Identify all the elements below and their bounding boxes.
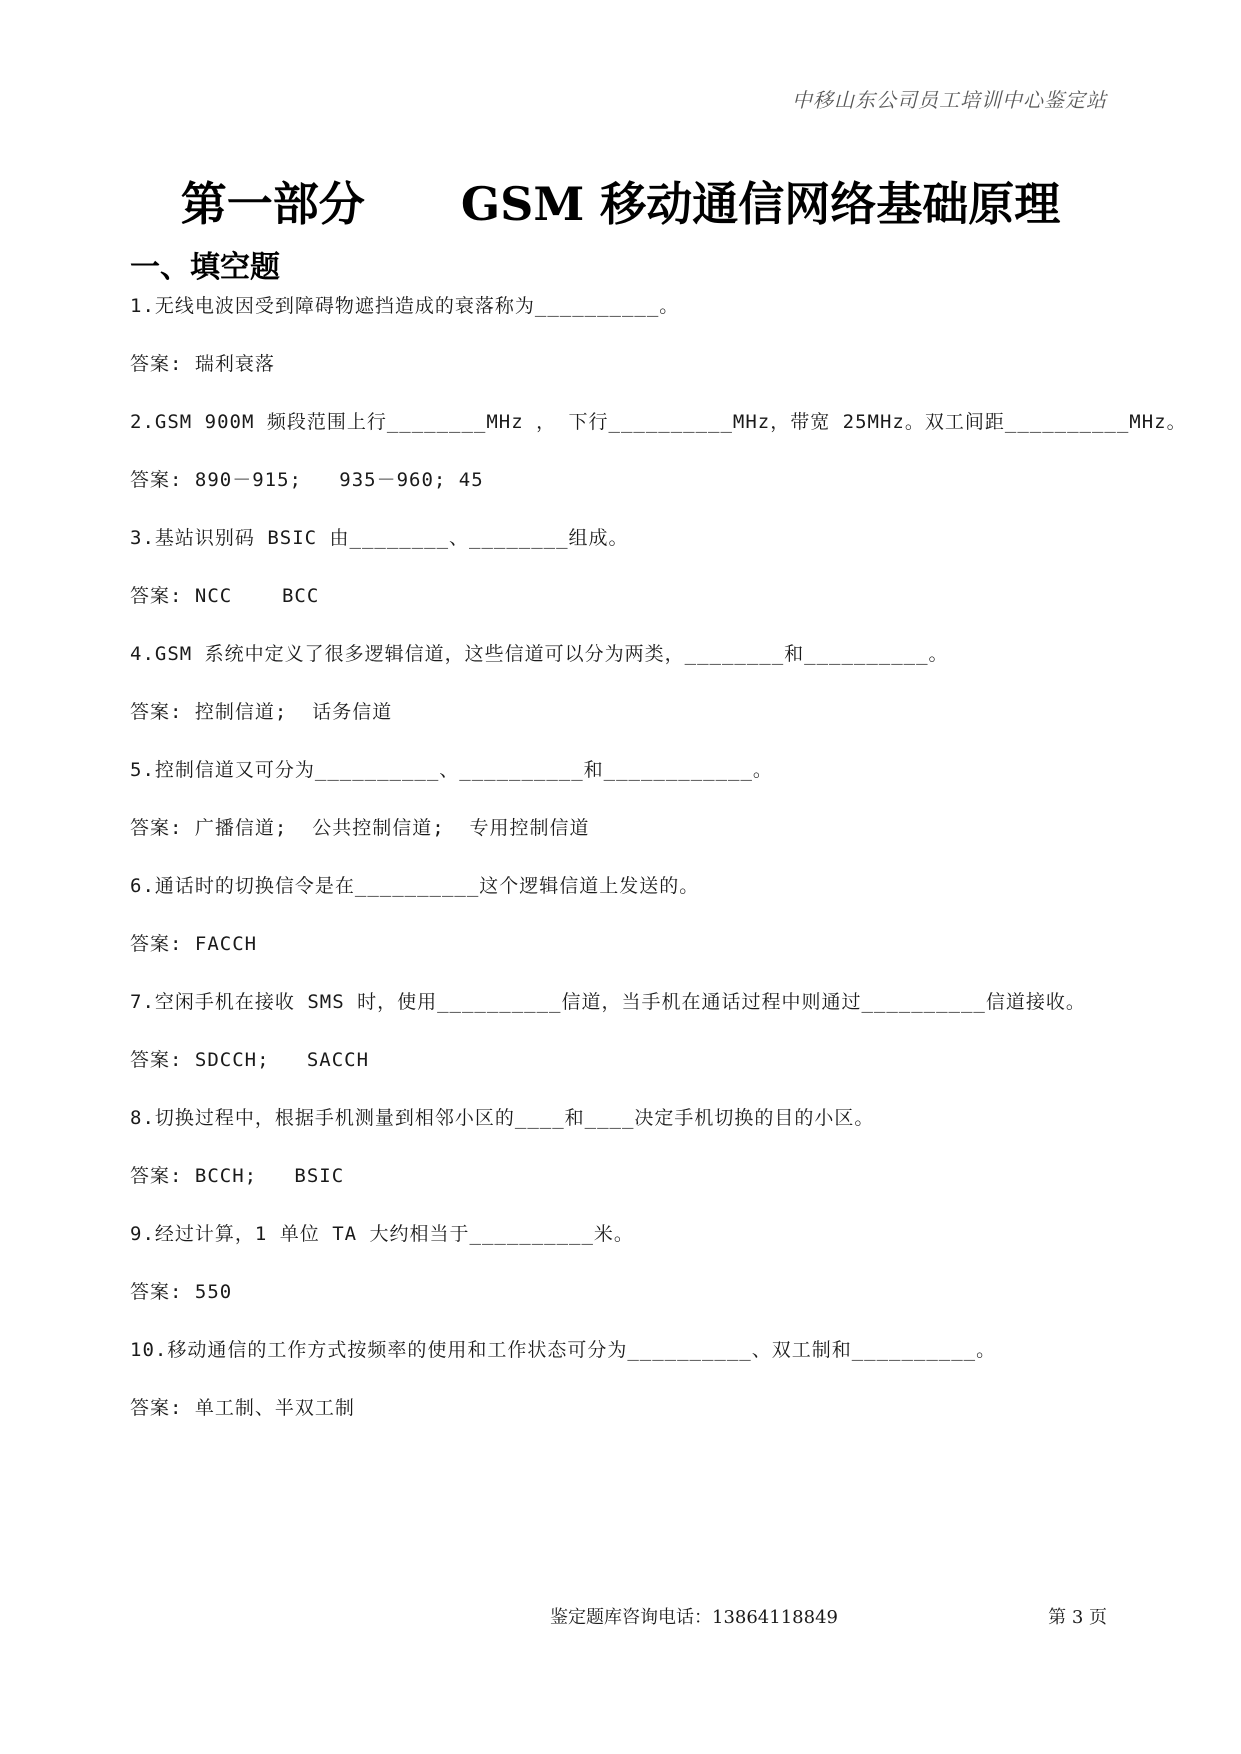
header-note: 中移山东公司员工培训中心鉴定站 xyxy=(792,88,1107,112)
question-4: 4.GSM 系统中定义了很多逻辑信道，这些信道可以分为两类，________和__________。 xyxy=(130,643,949,665)
question-9: 9.经过计算，1 单位 TA 大约相当于__________米。 xyxy=(130,1223,634,1245)
question-8: 8.切换过程中，根据手机测量到相邻小区的____和____决定手机切换的目的小区。 xyxy=(130,1107,875,1129)
answer-2: 答案: 890－915; 935－960; 45 xyxy=(130,469,484,491)
page-title: 第一部分 GSM 移动通信网络基础原理 xyxy=(180,177,1061,231)
answer-9: 答案: 550 xyxy=(130,1281,233,1303)
section-heading: 一、填空题 xyxy=(130,250,280,285)
answer-4: 答案: 控制信道; 话务信道 xyxy=(130,701,393,723)
question-1: 1.无线电波因受到障碍物遮挡造成的衰落称为__________。 xyxy=(130,295,680,317)
answer-1: 答案: 瑞利衰落 xyxy=(130,353,275,375)
question-10: 10.移动通信的工作方式按频率的使用和工作状态可分为__________、双工制和__________。 xyxy=(130,1339,997,1361)
footer-phone: 鉴定题库咨询电话：13864118849 xyxy=(550,1607,838,1628)
page-number: 第 3 页 xyxy=(1048,1607,1107,1628)
answer-10: 答案: 单工制、半双工制 xyxy=(130,1397,355,1419)
answer-7: 答案: SDCCH; SACCH xyxy=(130,1049,370,1071)
answer-3: 答案: NCC BCC xyxy=(130,585,320,607)
question-7: 7.空闲手机在接收 SMS 时，使用__________信道，当手机在通话过程中则通过__________信道接收。 xyxy=(130,991,1086,1013)
answer-6: 答案: FACCH xyxy=(130,933,258,955)
question-5: 5.控制信道又可分为__________、__________和____________。 xyxy=(130,759,773,781)
answer-5: 答案: 广播信道; 公共控制信道; 专用控制信道 xyxy=(130,817,590,839)
question-2: 2.GSM 900M 频段范围上行________MHz ， 下行__________MHz，带宽 25MHz。双工间距__________MHz。 xyxy=(130,411,1187,433)
question-3: 3.基站识别码 BSIC 由________、________组成。 xyxy=(130,527,629,549)
question-6: 6.通话时的切换信令是在__________这个逻辑信道上发送的。 xyxy=(130,875,700,897)
answer-8: 答案: BCCH; BSIC xyxy=(130,1165,345,1187)
